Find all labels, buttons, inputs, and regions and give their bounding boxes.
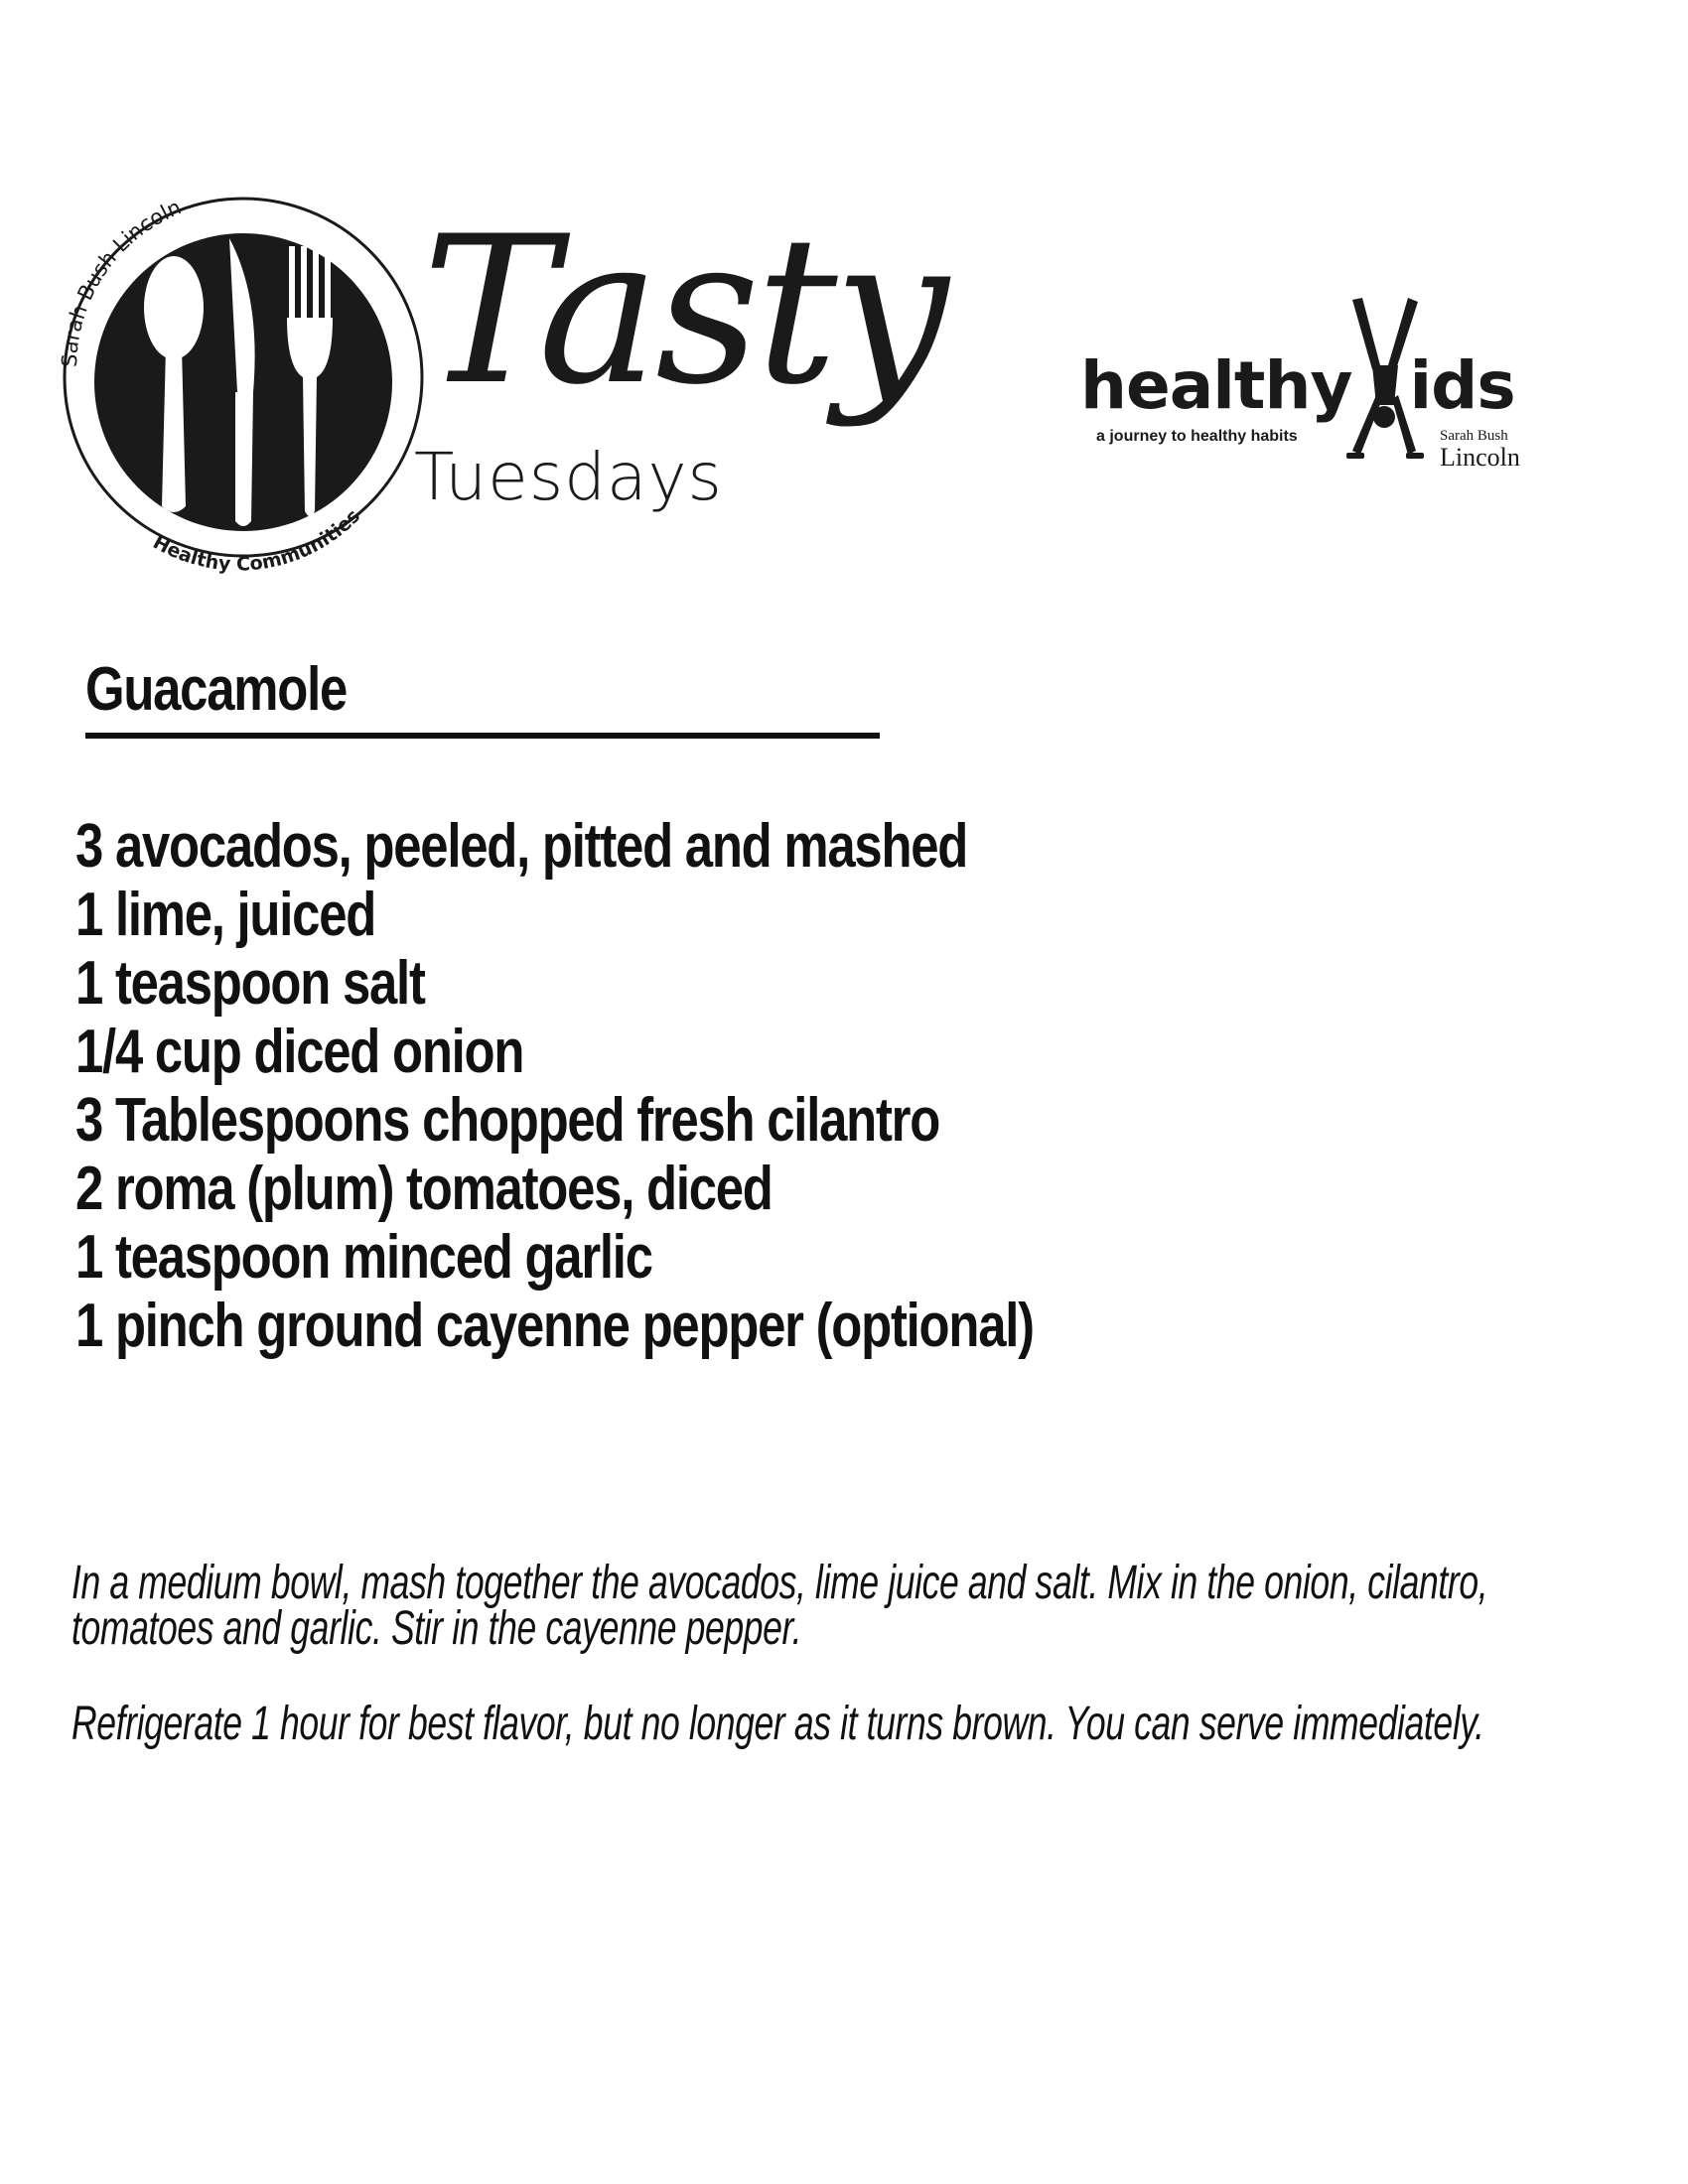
wordmark-right: ids: [1409, 347, 1515, 424]
tasty-tuesdays-logo: [55, 179, 945, 596]
ingredient-item: 1 pinch ground cayenne pepper (optional): [75, 1292, 1034, 1360]
ingredient-item: 3 avocados, peeled, pitted and mashed: [75, 812, 968, 881]
brand-line-2: Lincoln: [1440, 443, 1520, 472]
ingredient-list: [75, 812, 1244, 1360]
title-underline: [85, 733, 880, 739]
ingredient-item: 2 roma (plum) tomatoes, diced: [75, 1155, 773, 1223]
brand-signature: [1440, 429, 1520, 471]
arc-bottom-text: Healthy Communities: [149, 504, 365, 576]
ingredient-item: 1 teaspoon minced garlic: [75, 1223, 652, 1292]
wordmark-left: healthy: [1080, 347, 1352, 424]
cartwheel-kid-icon: [1346, 296, 1426, 465]
healthy-kids-logo: [1080, 296, 1557, 484]
logo-tagline: a journey to healthy habits: [1096, 428, 1298, 445]
brand-line-1: Sarah Bush: [1440, 428, 1508, 444]
arc-top-text: Sarah Bush Lincoln: [57, 195, 185, 368]
ingredient-item: 1 lime, juiced: [75, 881, 376, 949]
ingredient-item: 3 Tablespoons chopped fresh cilantro: [75, 1086, 940, 1155]
logo-subtitle: Tuesdays: [414, 439, 723, 515]
directions: [71, 1557, 1504, 1750]
recipe-title: Guacamole: [85, 655, 348, 724]
direction-paragraph: In a medium bowl, mash together the avocados, lime juice and salt. Mix in the onion, cilantro, tomatoes and garlic. Stir in the cayenne pepper.: [71, 1557, 1488, 1655]
tasty-tuesdays-emblem: [55, 179, 432, 596]
logo-title: Tasty: [422, 194, 945, 430]
healthy-kids-wordmark: [1080, 347, 1515, 424]
direction-paragraph: Refrigerate 1 hour for best flavor, but no longer as it turns brown. You can serve immediately.: [71, 1698, 1484, 1750]
ingredient-item: 1 teaspoon salt: [75, 949, 425, 1018]
ingredient-item: 1/4 cup diced onion: [75, 1018, 524, 1086]
